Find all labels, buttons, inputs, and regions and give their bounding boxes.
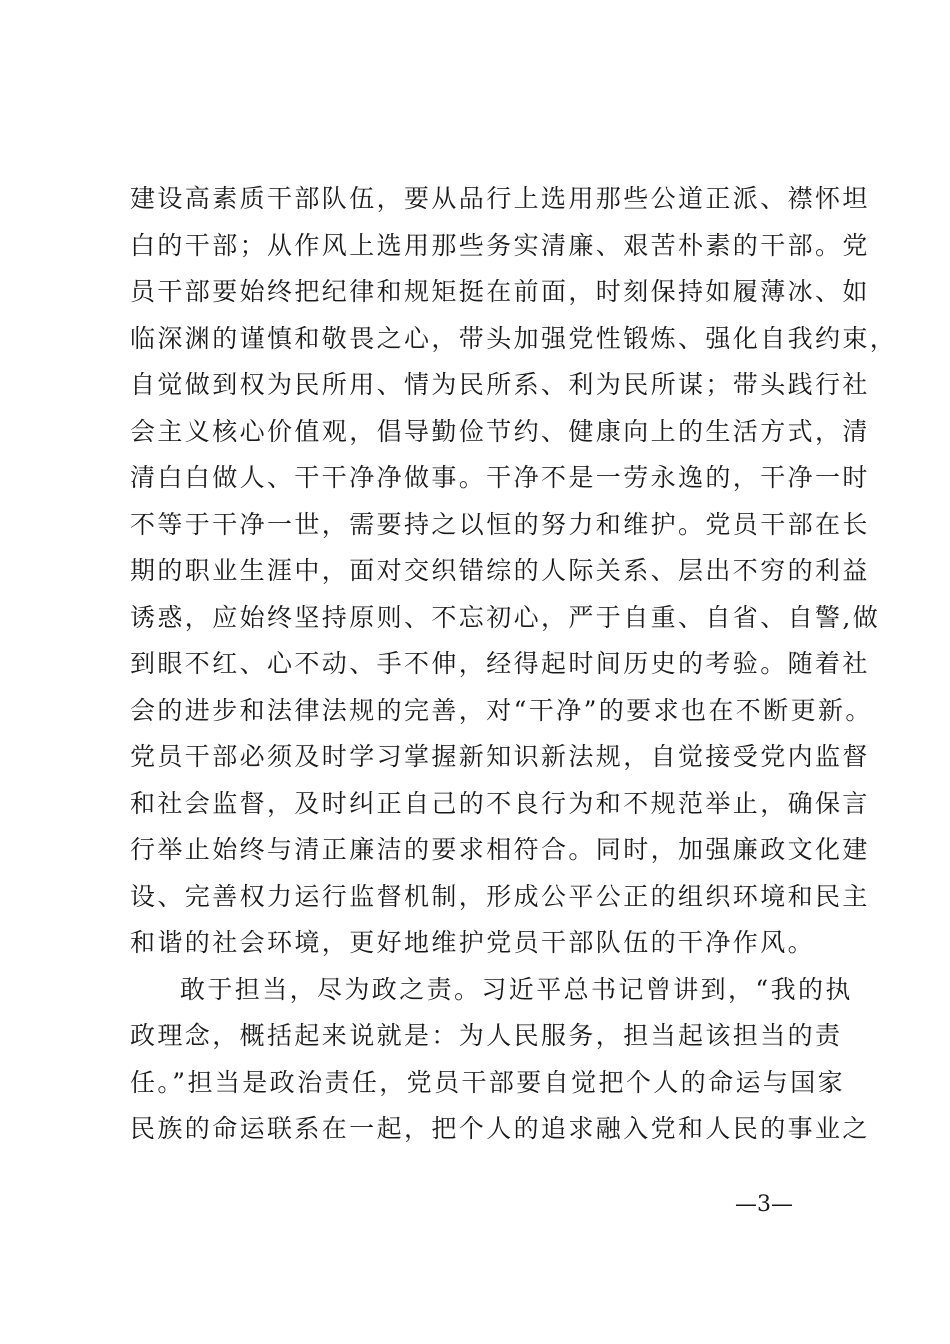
paragraph-start-line: 敢于担当，尽为政之责。习近平总书记曾讲到，“我的执	[180, 974, 853, 1004]
text-line: 民族的命运联系在一起，把个人的追求融入党和人民的事业之	[130, 1114, 870, 1143]
body-text	[130, 176, 898, 1153]
text-line: 临深渊的谨慎和敬畏之心，带头加强党性锻炼、强化自我约束，	[130, 323, 898, 353]
text-line: 行举止始终与清正廉洁的要求相符合。同时，加强廉政文化建	[130, 835, 870, 864]
text-line: 到眼不红、心不动、手不伸，经得起时间历史的考验。随着社	[130, 649, 870, 678]
text-line: 期的职业生涯中，面对交织错综的人际关系、层出不穷的利益	[130, 556, 870, 585]
text-line: 党员干部必须及时学习掌握新知识新法规，自觉接受党内监督	[130, 742, 870, 771]
text-line: 设、完善权力运行监督机制，形成公平公正的组织环境和民主	[130, 881, 870, 911]
text-line: 和社会监督，及时纠正自己的不良行为和不规范举止，确保言	[130, 788, 870, 818]
text-line: 清白白做人、干干净净做事。干净不是一劳永逸的，干净一时	[130, 463, 870, 492]
text-line: 会的进步和法律法规的完善，对“干净”的要求也在不断更新。	[130, 695, 873, 725]
text-line: 会主义核心价值观，倡导勤俭节约、健康向上的生活方式，清	[130, 416, 870, 446]
text-line: 不等于干净一世，需要持之以恒的努力和维护。党员干部在长	[130, 509, 870, 539]
text-line: 诱惑，应始终坚持原则、不忘初心，严于自重、自省、自警,做	[130, 602, 881, 632]
text-line: 白的干部；从作风上选用那些务实清廉、艰苦朴素的干部。党	[130, 230, 870, 260]
text-line: 任。”担当是政治责任，党员干部要自觉把个人的命运与国家	[130, 1067, 846, 1097]
page-number: —3—	[735, 1192, 793, 1217]
text-line: 建设高素质干部队伍，要从品行上选用那些公道正派、襟怀坦	[130, 184, 870, 213]
text-line: 和谐的社会环境，更好地维护党员干部队伍的干净作风。	[130, 928, 816, 957]
text-line: 员干部要始终把纪律和规矩挺在前面，时刻保持如履薄冰、如	[130, 277, 870, 306]
text-line: 政理念，概括起来说就是：为人民服务，担当起该担当的责	[130, 1021, 843, 1050]
text-line: 自觉做到权为民所用、情为民所系、利为民所谋；带头践行社	[130, 370, 870, 399]
